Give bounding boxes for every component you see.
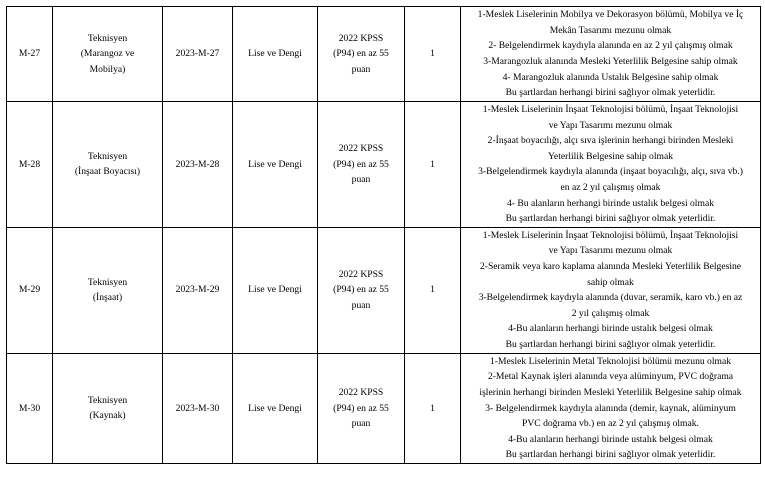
position-count: 1 bbox=[405, 7, 461, 102]
positions-table bbox=[6, 6, 761, 464]
kpss-requirement: 2022 KPSS (P94) en az 55 puan bbox=[318, 353, 405, 463]
position-title: Teknisyen (İnşaat) bbox=[53, 227, 163, 353]
education-level: Lise ve Dengi bbox=[233, 7, 318, 102]
table-row bbox=[7, 102, 761, 228]
position-title: Teknisyen (Kaynak) bbox=[53, 353, 163, 463]
reference-number: 2023-M-29 bbox=[163, 227, 233, 353]
kpss-requirement: 2022 KPSS (P94) en az 55 puan bbox=[318, 227, 405, 353]
education-level: Lise ve Dengi bbox=[233, 227, 318, 353]
reference-number: 2023-M-28 bbox=[163, 102, 233, 228]
position-count: 1 bbox=[405, 102, 461, 228]
table-row bbox=[7, 353, 761, 463]
position-title: Teknisyen (Marangoz ve Mobilya) bbox=[53, 7, 163, 102]
reference-number: 2023-M-27 bbox=[163, 7, 233, 102]
kpss-requirement: 2022 KPSS (P94) en az 55 puan bbox=[318, 102, 405, 228]
requirements: 1-Meslek Liselerinin İnşaat Teknolojisi bölümü, İnşaat Teknolojisi ve Yapı Tasarımı mezunu olmak 2-İnşaat boyacılığı, alçı sıva işlerinin herhangi birinden Mesleki Yeterlilik Belgesine sahip olmak 3-Belgelendirmek kaydıyla alanında (inşaat boyacılığı, alçı, sıva vb.) en az 2 yıl çalışmış olmak 4- Bu alanların herhangi birinde ustalık belgesi olmak Bu şartlardan herhangi birini sağlıyor olmak yeterlidir. bbox=[461, 102, 761, 228]
kpss-requirement: 2022 KPSS (P94) en az 55 puan bbox=[318, 7, 405, 102]
position-code: M-27 bbox=[7, 7, 53, 102]
education-level: Lise ve Dengi bbox=[233, 102, 318, 228]
table-row bbox=[7, 227, 761, 353]
reference-number: 2023-M-30 bbox=[163, 353, 233, 463]
table-row bbox=[7, 7, 761, 102]
position-code: M-29 bbox=[7, 227, 53, 353]
requirements: 1-Meslek Liselerinin İnşaat Teknolojisi bölümü, İnşaat Teknolojisi ve Yapı Tasarımı mezunu olmak 2-Seramik veya karo kaplama alanında Mesleki Yeterlilik Belgesine sahip olmak 3-Belgelendirmek kaydıyla alanında (duvar, seramik, karo vb.) en az 2 yıl çalışmış olmak 4-Bu alanların herhangi birinde ustalık belgesi olmak Bu şartlardan herhangi birini sağlıyor olmak yeterlidir. bbox=[461, 227, 761, 353]
requirements: 1-Meslek Liselerinin Metal Teknolojisi bölümü mezunu olmak 2-Metal Kaynak işleri alanında veya alüminyum, PVC doğrama işlerinin herhangi birinden Mesleki Yeterlilik Belgesine sahip olmak 3- Belgelendirmek kaydıyla alanında (demir, kaynak, alüminyum PVC doğrama vb.) en az 2 yıl çalışmış olmak. 4-Bu alanların herhangi birinde ustalık belgesi olmak Bu şartlardan herhangi birini sağlıyor olmak yeterlidir. bbox=[461, 353, 761, 463]
position-count: 1 bbox=[405, 353, 461, 463]
requirements: 1-Meslek Liselerinin Mobilya ve Dekorasyon bölümü, Mobilya ve İç Mekân Tasarımı mezunu olmak 2- Belgelendirmek kaydıyla alanında en az 2 yıl çalışmış olmak 3-Marangozluk alanında Mesleki Yeterlilik Belgesine sahip olmak 4- Marangozluk alanında Ustalık Belgesine sahip olmak Bu şartlardan herhangi birini sağlıyor olmak yeterlidir. bbox=[461, 7, 761, 102]
education-level: Lise ve Dengi bbox=[233, 353, 318, 463]
position-code: M-28 bbox=[7, 102, 53, 228]
position-code: M-30 bbox=[7, 353, 53, 463]
position-count: 1 bbox=[405, 227, 461, 353]
position-title: Teknisyen (İnşaat Boyacısı) bbox=[53, 102, 163, 228]
